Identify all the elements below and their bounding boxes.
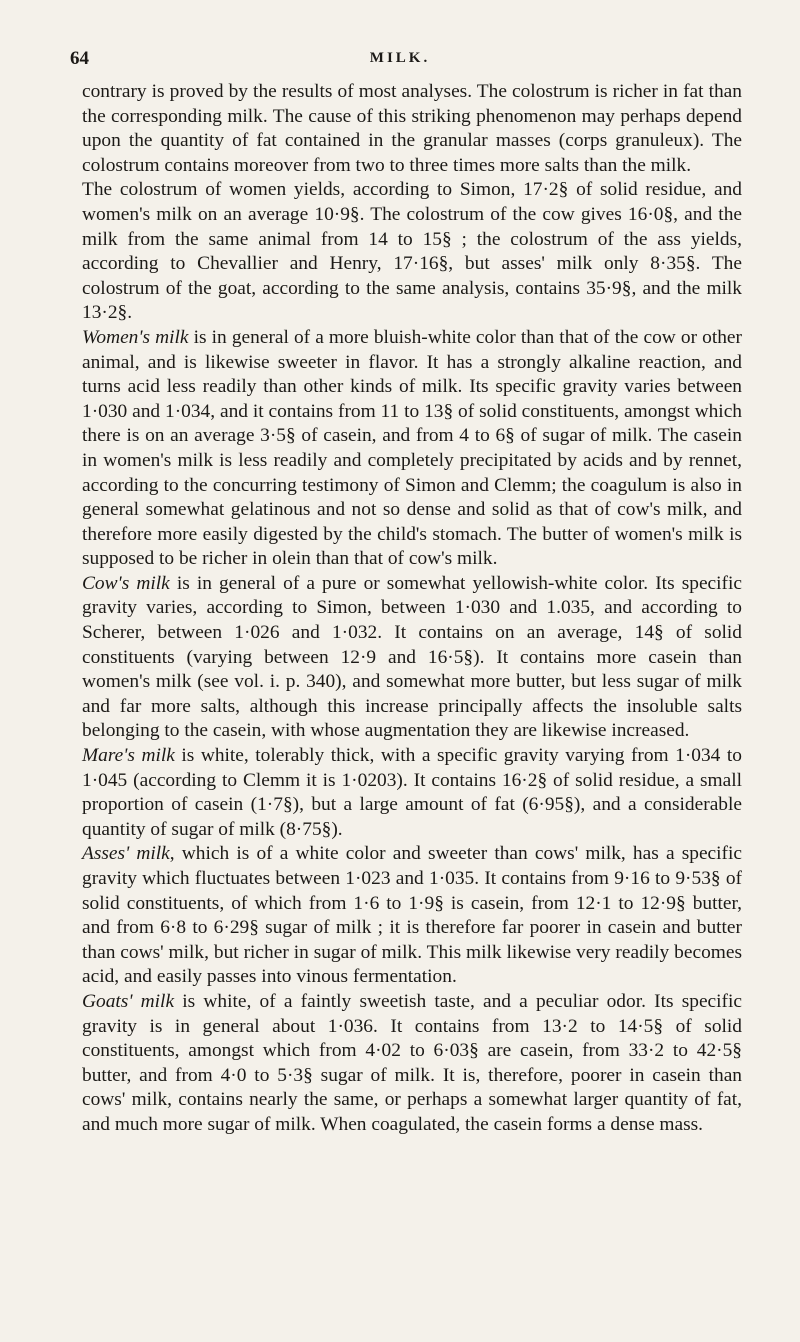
paragraph-asses-milk xyxy=(82,842,742,990)
paragraph-text: is in general of a more bluish-white color than that of the cow or other animal, and is likewise sweeter in flavor. It has a strongly alkaline reaction, and turns acid less readily than other kinds of milk. Its specific gravity varies between 1·030 and 1·034, and it contains from 11 to 13§ of solid constituents, amongst which there is on an average 3·5§ of casein, and from 4 to 6§ of sugar of milk. The casein in women's milk is less readily and completely precipitated by acids and by rennet, according to the concurring testimony of Simon and Clemm; the coagulum is also in general somewhat gelatinous and not so dense and solid as that of cow's milk, and therefore more easily digested by the child's stomach. The butter of women's milk is supposed to be richer in olein than that of cow's milk. xyxy=(82,326,742,570)
paragraph-term: Cow's milk xyxy=(82,572,170,594)
paragraph-womens-milk xyxy=(82,326,742,572)
paragraph-text: The colostrum of women yields, according to Simon, 17·2§ of solid residue, and women's milk on an average 10·9§. The colostrum of the cow gives 16·0§, and the milk from the same animal from 14 to 15§ ; the colostrum of the ass yields, according to Chevallier and Henry, 17·16§, but asses' milk only 8·35§. The colostrum of the goat, according to the same analysis, contains 35·9§, and the milk 13·2§. xyxy=(82,179,742,324)
paragraph-term: Women's milk xyxy=(82,326,189,348)
paragraph-term: Goats' milk xyxy=(82,990,175,1012)
paragraph-text: , which is of a white color and sweeter than cows' milk, has a specific gravity which fluctuates between 1·023 and 1·035. It contains from 9·16 to 9·53§ of solid constituents, of which from 1·6 to 1·9§ is casein, from 12·1 to 12·9§ butter, and from 6·8 to 6·29§ sugar of milk ; it is therefore far poorer in casein and butter than cows' milk, but richer in sugar of milk. This milk likewise very readily becomes acid, and easily passes into vinous fermentation. xyxy=(82,843,743,988)
paragraph-colostrum-values xyxy=(82,178,742,326)
page-number: 64 xyxy=(70,48,89,69)
page-header xyxy=(70,48,730,74)
paragraph-mares-milk xyxy=(82,744,742,842)
paragraph-text: is white, of a faintly sweetish taste, and a peculiar odor. Its specific gravity is in general about 1·036. It contains from 13·2 to 14·5§ of solid constituents, amongst which from 4·02 to 6·03§ are casein, from 33·2 to 42·5§ butter, and from 4·0 to 5·3§ sugar of milk. It is, therefore, poorer in casein than cows' milk, contains nearly the same, or perhaps a somewhat larger quantity of fat, and much more sugar of milk. When coagulated, the casein forms a dense mass. xyxy=(82,990,742,1135)
paragraph-term: Asses' milk xyxy=(82,843,170,865)
running-head: MILK. xyxy=(369,50,431,66)
paragraph-goats-milk xyxy=(82,990,742,1138)
paragraph-text: contrary is proved by the results of most analyses. The colostrum is richer in fat than the corresponding milk. The cause of this striking phenomenon may perhaps depend upon the quantity of fat contained in the granular masses (corps granuleux). The colostrum contains moreover from two to three times more salts than the milk. xyxy=(82,81,742,176)
paragraph-text: is in general of a pure or somewhat yellowish-white color. Its specific gravity varies, according to Simon, between 1·030 and 1.035, and according to Scherer, between 1·026 and 1·032. It contains on an average, 14§ of solid constituents (varying between 12·9 and 16·5§). It contains more casein than women's milk (see vol. i. p. 340), and somewhat more butter, but less sugar of milk and far more salts, although this increase principally affects the insoluble salts belonging to the casein, with whose augmentation they are likewise increased. xyxy=(82,572,742,742)
paragraph-cows-milk xyxy=(82,572,742,744)
body-text xyxy=(82,80,742,1138)
paragraph-colostrum-intro xyxy=(82,80,742,178)
paragraph-term: Mare's milk xyxy=(82,745,175,767)
paragraph-text: is white, tolerably thick, with a specific gravity varying from 1·034 to 1·045 (according to Clemm it is 1·0203). It contains 16·2§ of solid residue, a small proportion of casein (1·7§), but a large amount of fat (6·95§), and a considerable quantity of sugar of milk (8·75§). xyxy=(82,745,742,840)
